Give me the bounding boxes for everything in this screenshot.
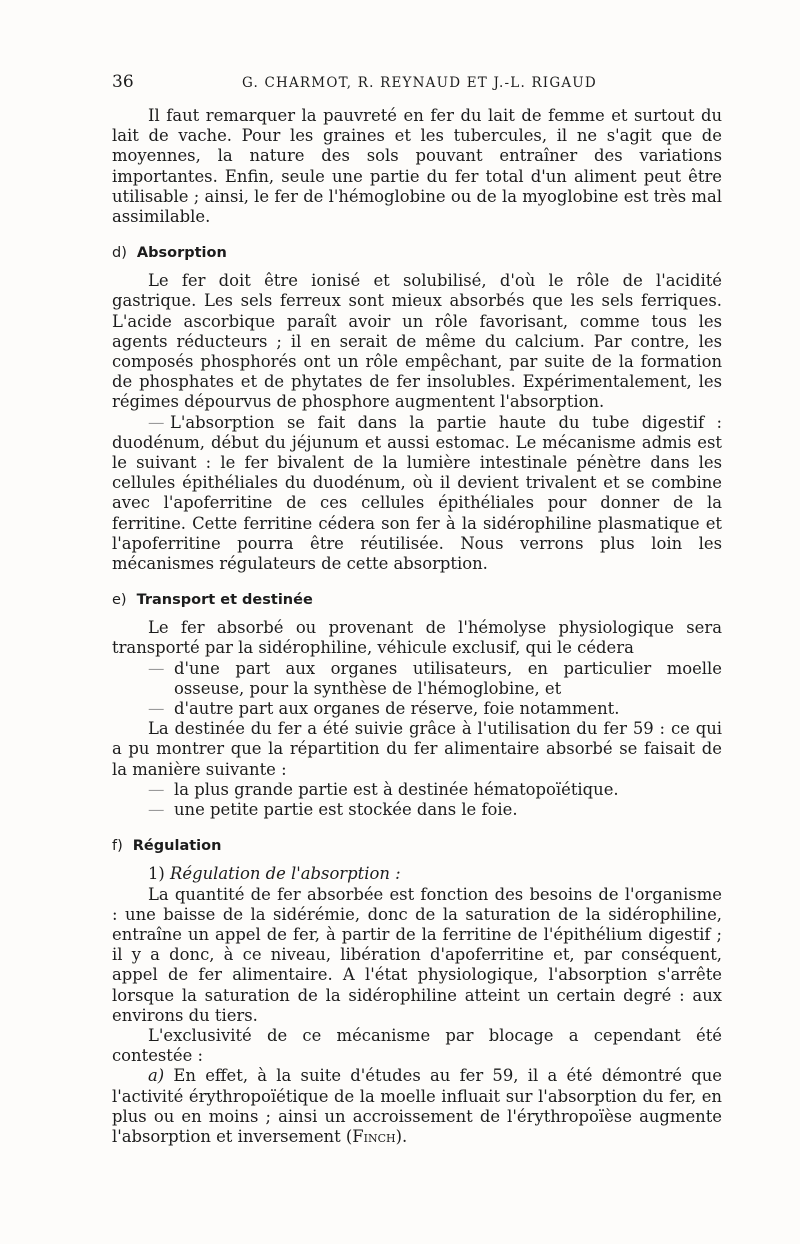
section-f-paragraph-3: [112, 1066, 722, 1147]
list-item: [112, 659, 722, 699]
list-item: [112, 800, 722, 820]
section-f-paragraph-1: La quantité de fer absorbée est fonction des besoins de l'organisme : une baisse de la sidérémie, donc de la saturation de la sidérophiline, entraîne un appel de fer, à partir de la ferritine de l'épithélium digestif ; il y a donc, à ce niveau, libération d'apoferritine et, par conséquent, appel de fer alimentaire. A l'état physiologique, l'absorption s'arrête lorsque la saturation de la sidérophiline atteint un certain degré : aux environs du tiers.: [112, 884, 722, 1025]
list-item-text: d'autre part aux organes de réserve, foie notamment.: [174, 699, 620, 719]
page-number: 36: [112, 72, 134, 92]
section-e-title: Transport et destinée: [136, 592, 313, 609]
subsection-title: Régulation de l'absorption :: [170, 864, 401, 884]
list-item-text: la plus grande partie est à destinée hématopoïétique.: [174, 779, 619, 799]
subsection-heading: [112, 864, 722, 884]
section-f-paragraph-2: L'exclusivité de ce mécanisme par blocage a cependant été contestée :: [112, 1025, 722, 1066]
dash-mark: —: [148, 658, 165, 678]
intro-paragraph: Il faut remarquer la pauvreté en fer du lait de femme et surtout du lait de vache. Pour les graines et les tubercules, il ne s'agit que de moyennes, la nature des sols pouvant entraîner des variations importantes. Enfin, seule une partie du fer total d'un aliment peut être utilisable ; ainsi, le fer de l'hémoglobine ou de la myoglobine est très mal assimilable.: [112, 106, 722, 227]
subsection-number: 1): [148, 864, 165, 884]
dash-mark: —: [148, 779, 165, 799]
section-e-heading: [112, 592, 722, 608]
section-f-title: Régulation: [132, 838, 222, 855]
list-item: [112, 780, 722, 800]
section-d-paragraph-2: [112, 413, 722, 575]
section-d-heading: [112, 245, 722, 261]
section-f-heading: [112, 838, 722, 854]
section-e-paragraph-1: Le fer absorbé ou provenant de l'hémolyse physiologique sera transporté par la sidérophiline, véhicule exclusif, qui le cédera: [112, 618, 722, 658]
list-item: [112, 699, 722, 719]
paragraph-end: ).: [395, 1126, 408, 1146]
section-e-letter: e): [112, 592, 127, 609]
section-f-letter: f): [112, 838, 123, 855]
list-item-text: une petite partie est stockée dans le foie.: [174, 800, 518, 820]
author-reference: Finch: [352, 1126, 396, 1146]
running-head: G. CHARMOT, R. REYNAUD ET J.-L. RIGAUD: [242, 75, 597, 91]
section-d-paragraph-1: Le fer doit être ionisé et solubilisé, d'où le rôle de l'acidité gastrique. Les sels ferreux sont mieux absorbés que les sels ferriques. L'acide ascorbique paraît avoir un rôle favorisant, comme tous les agents réducteurs ; il en serait de même du calcium. Par contre, les composés phosphorés ont un rôle empêchant, par suite de la formation de phosphates et de phytates de fer insolubles. Expérimentalement, les régimes dépourvus de phosphore augmentent l'absorption.: [112, 271, 722, 412]
dash-mark: —: [148, 412, 165, 432]
section-d-title: Absorption: [136, 245, 227, 262]
paragraph-label: a): [148, 1066, 165, 1086]
list-item-text: d'une part aux organes utilisateurs, en particulier moelle osseuse, pour la synthèse de l'hémoglobine, et: [174, 658, 722, 698]
section-d-letter: d): [112, 245, 127, 262]
page-header: [112, 72, 722, 100]
document-page: [112, 72, 722, 1147]
section-e-paragraph-2: La destinée du fer a été suivie grâce à l'utilisation du fer 59 : ce qui a pu montrer que la répartition du fer alimentaire absorbé se faisait de la manière suivante :: [112, 719, 722, 779]
section-f-paragraph-3-text: En effet, à la suite d'études au fer 59, il a été démontré que l'activité érythropoïétique de la moelle influait sur l'absorption du fer, en plus ou en moins ; ainsi un accroissement de l'érythropoïèse augmente l'absorption et inversement (: [112, 1066, 722, 1146]
section-d-paragraph-2-text: L'absorption se fait dans la partie haute du tube digestif : duodénum, début du jéjunum et aussi estomac. Le mécanisme admis est le suivant : le fer bivalent de la lumière intestinale pénètre dans les cellules épithéliales du duodénum, où il devient trivalent et se combine avec l'apoferritine de ces cellules épithéliales pour donner de la ferritine. Cette ferritine cédera son fer à la sidérophiline plasmatique et l'apoferritine pourra être réutilisée. Nous verrons plus loin les mécanismes régulateurs de cette absorption.: [112, 412, 722, 574]
dash-mark: —: [148, 699, 165, 719]
dash-mark: —: [148, 800, 165, 820]
